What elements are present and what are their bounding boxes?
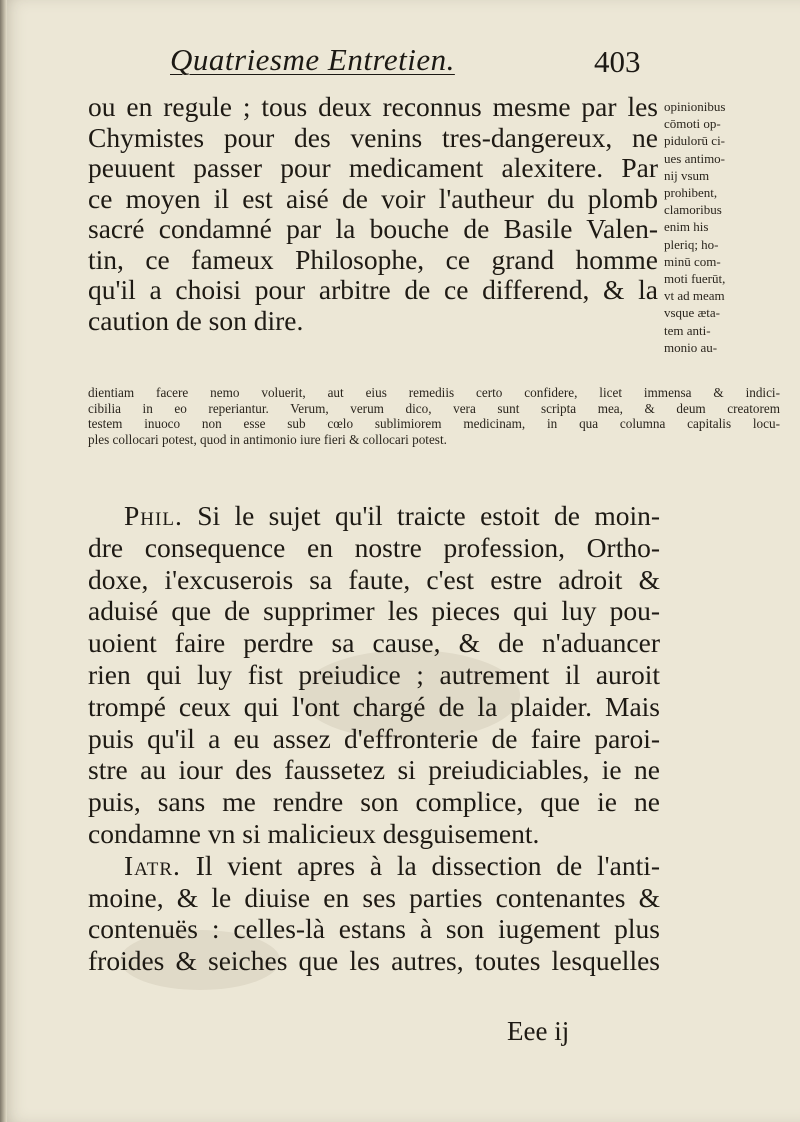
text-line: uoient faire perdre sa cause, & de n'aduancer — [88, 627, 660, 659]
margin-line: prohibent, — [664, 185, 718, 201]
margin-line: clamoribus — [664, 202, 722, 218]
margin-line: cōmoti op- — [664, 116, 721, 132]
margin-line: ues antimo- — [664, 150, 726, 166]
text-line: sacré condamné par la bouche de Basile Valen- — [88, 213, 658, 244]
continued-paragraph — [88, 92, 658, 336]
latin-footnote — [88, 385, 780, 447]
text-line: ce moyen il est aisé de voir l'autheur du plomb — [88, 182, 658, 214]
speaker-phil: Phil. — [124, 500, 183, 531]
margin-line: monio au- — [664, 339, 718, 355]
text-line: puis qu'il a eu assez d'effronterie de faire paroi- — [88, 722, 660, 754]
iatr-first-line — [88, 850, 660, 882]
text-line: aduisé que de supprimer les pieces qui luy pou- — [88, 595, 660, 627]
footnote-line: dientiam facere nemo voluerit, aut eius remediis certo confidere, licet immensa & indici- — [88, 385, 780, 400]
text-line: peuuent passer pour medicament alexitere. Par — [88, 152, 658, 183]
text-line: caution de son dire. — [88, 304, 304, 336]
running-title: Quatriesme Entretien. — [170, 42, 455, 77]
text-line: contenuës : celles-là estans à son iugement plus — [88, 913, 660, 945]
footnote-line: cibilia in eo reperiantur. Verum, verum dico, vera sunt scripta mea, & deum creatorem — [88, 400, 780, 416]
signature-mark: Eee ij — [507, 1016, 570, 1046]
text-line: puis, sans me rendre son complice, que ie ne — [88, 786, 660, 818]
text-line: froides & seiches que les autres, toutes lesquelles — [88, 945, 660, 977]
text-line: condamne vn si malicieux desguisement. — [88, 817, 540, 849]
iatr-line-text: Il vient apres à la dissection de l'anti- — [195, 849, 661, 881]
text-line: Chymistes pour des venins tres-dangereux, ne — [88, 121, 658, 153]
margin-line: vsque æta- — [664, 305, 720, 321]
margin-line: minū com- — [664, 253, 721, 269]
text-line: moine, & le diuise en ses parties contenantes & — [88, 881, 660, 913]
page-gutter-shadow — [0, 0, 7, 1122]
text-line: ou en regule ; tous deux reconnus mesme par les — [88, 91, 658, 122]
margin-line: nij vsum — [664, 167, 710, 183]
margin-line: enim his — [664, 219, 709, 235]
margin-line: pleriq; ho- — [664, 236, 719, 252]
page-number: 403 — [594, 44, 641, 79]
text-line: dre consequence en nostre profession, Ortho- — [88, 531, 660, 563]
margin-line: moti fuerūt, — [664, 271, 726, 287]
footnote-line: ples collocari potest, quod in antimonio iure fieri & collocari potest. — [88, 431, 447, 447]
phil-line-text: Si le sujet qu'il traicte estoit de moin- — [197, 500, 661, 531]
speaker-iatr: Iatr. — [124, 849, 181, 881]
page-header — [170, 38, 690, 88]
text-line: tin, ce fameux Philosophe, ce grand homme — [88, 243, 658, 275]
footnote-line: testem inuoco non esse sub cœlo sublimiorem medicinam, in qua columna capitalis locu- — [88, 416, 780, 431]
dialogue-body — [88, 500, 660, 977]
text-line: stre au iour des faussetez si preiudiciables, ie ne — [88, 754, 660, 786]
phil-first-line — [88, 500, 660, 532]
margin-line: pidulorū ci- — [664, 133, 726, 149]
margin-line: vt ad meam — [664, 288, 725, 304]
text-line: rien qui luy fist preiudice ; autrement il auroit — [88, 658, 660, 690]
text-line: doxe, i'excuserois sa faute, c'est estre adroit & — [88, 563, 660, 595]
text-line: qu'il a choisi pour arbitre de ce differend, & la — [88, 274, 658, 305]
margin-line: opinionibus — [664, 99, 726, 114]
text-line: trompé ceux qui l'ont chargé de la plaider. Mais — [88, 690, 660, 722]
margin-line: tem anti- — [664, 322, 711, 338]
marginal-note — [664, 98, 792, 356]
